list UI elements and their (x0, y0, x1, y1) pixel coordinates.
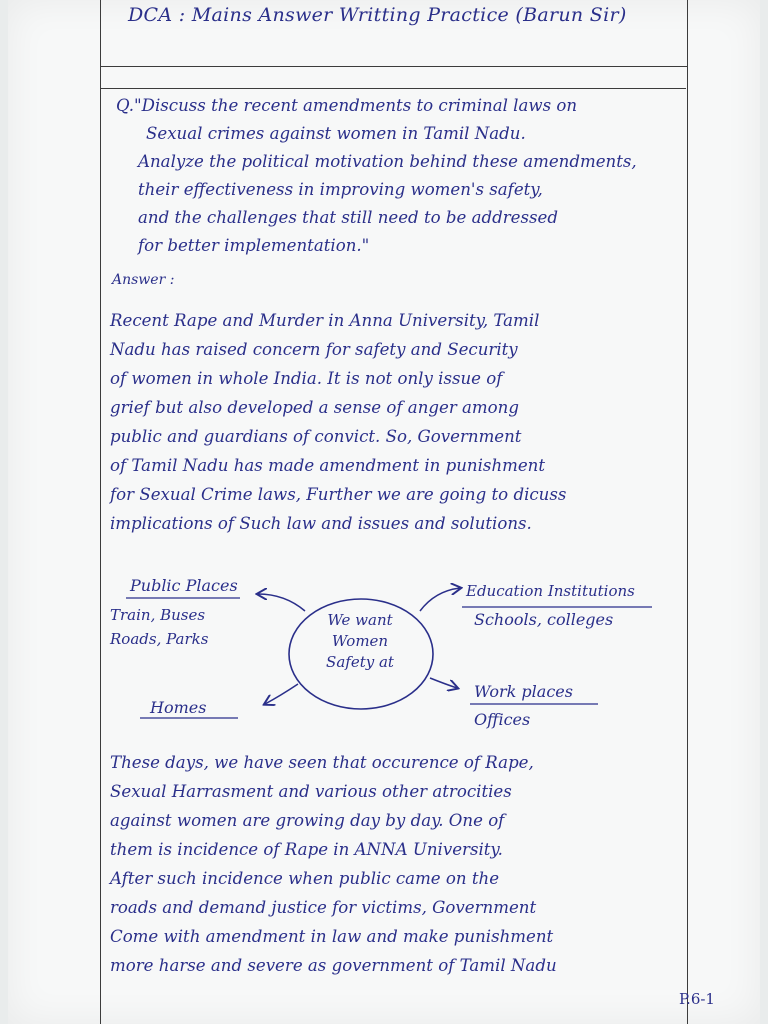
answer-paragraph-1 (110, 306, 676, 538)
answer-label: Answer : (112, 272, 175, 288)
answer-paragraph-2 (110, 748, 676, 980)
education-item: Schools, colleges (474, 610, 614, 629)
question-line: Sexual crimes against women in Tamil Nadu. (146, 124, 526, 143)
public-places-item: Roads, Parks (110, 630, 209, 648)
question-line: Q."Discuss the recent amendments to criminal laws on (116, 96, 578, 115)
question-text (116, 92, 676, 260)
paragraph-line: of women in whole India. It is not only issue of (110, 369, 503, 388)
paragraph-line: grief but also developed a sense of anger among (110, 398, 519, 417)
center-line: Women (331, 632, 389, 650)
paragraph-line: Recent Rape and Murder in Anna University, Tamil (110, 311, 540, 330)
page-title: DCA : Mains Answer Writting Practice (Barun Sir) (128, 4, 627, 26)
arrow-education (420, 588, 460, 611)
public-places-title: Public Places (130, 576, 238, 595)
homes-title: Homes (150, 698, 207, 717)
question-line: their effectiveness in improving women's safety, (138, 180, 543, 199)
paragraph-line: Come with amendment in law and make punishment (110, 927, 554, 946)
public-places-item: Train, Buses (110, 606, 206, 624)
center-line: We want (327, 611, 393, 629)
paragraph-line: for Sexual Crime laws, Further we are going to dicuss (110, 485, 567, 504)
paragraph-line: Sexual Harrasment and various other atrocities (110, 782, 512, 801)
paragraph-line: roads and demand justice for victims, Government (110, 898, 537, 917)
paragraph-line: of Tamil Nadu has made amendment in punishment (110, 456, 546, 475)
paragraph-line: These days, we have seen that occurence of Rape, (110, 753, 534, 772)
work-places-item: Offices (474, 710, 531, 729)
education-title: Education Institutions (466, 582, 635, 600)
paragraph-line: more harse and severe as government of Tamil Nadu (110, 956, 557, 975)
paragraph-line: After such incidence when public came on the (110, 869, 500, 888)
paragraph-line: Nadu has raised concern for safety and Security (110, 340, 518, 359)
question-line: and the challenges that still need to be addressed (138, 208, 558, 227)
paragraph-line: against women are growing day by day. One of (110, 811, 505, 830)
paragraph-line: them is incidence of Rape in ANNA University. (110, 840, 503, 859)
center-text (312, 610, 408, 673)
center-line: Safety at (326, 653, 394, 671)
arrow-work-places (430, 678, 457, 688)
paragraph-line: public and guardians of convict. So, Government (110, 427, 522, 446)
question-line: for better implementation." (138, 236, 370, 255)
header-divider (100, 88, 686, 89)
page-number: P.6-1 (679, 990, 715, 1008)
arrow-homes (265, 684, 298, 704)
paragraph-line: implications of Such law and issues and solutions. (110, 514, 532, 533)
work-places-title: Work places (474, 682, 573, 701)
arrow-public-places (258, 594, 305, 611)
question-line: Analyze the political motivation behind these amendments, (138, 152, 637, 171)
